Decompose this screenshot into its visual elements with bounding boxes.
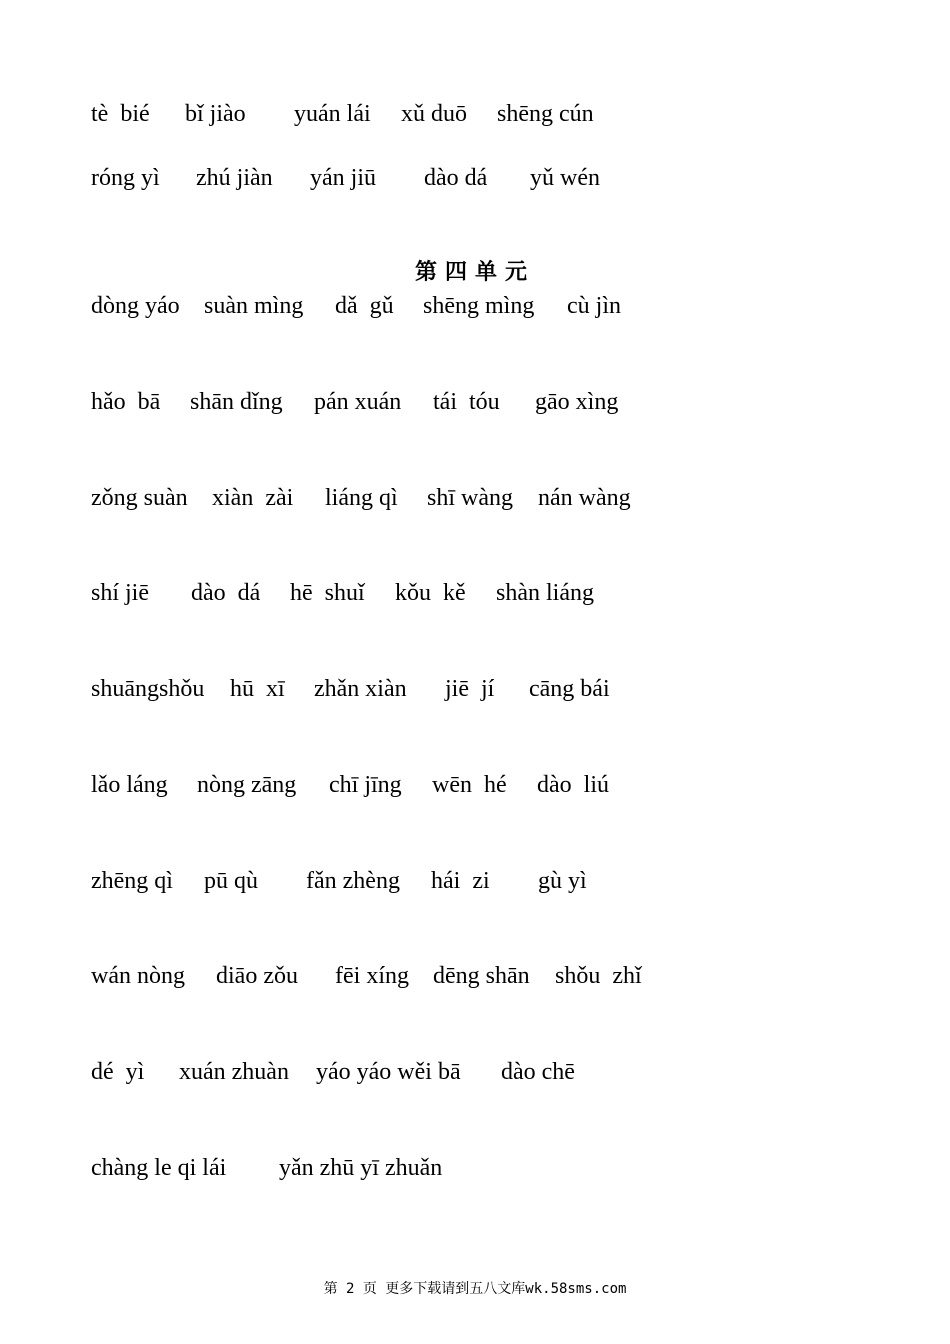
- pinyin-line-8: [0, 961, 950, 991]
- pinyin-word: dé yì: [91, 1059, 145, 1085]
- pinyin-word: cāng bái: [529, 676, 610, 702]
- pinyin-word: jiē jí: [445, 676, 495, 702]
- pinyin-word: tè bié: [91, 101, 150, 127]
- pinyin-word: diāo zǒu: [216, 963, 298, 989]
- pinyin-word: xuán zhuàn: [179, 1059, 289, 1085]
- pinyin-word: pán xuán: [314, 389, 402, 415]
- pinyin-word: zhú jiàn: [196, 165, 273, 191]
- pinyin-line-10: [0, 1153, 950, 1183]
- pinyin-word: gāo xìng: [535, 389, 619, 415]
- pinyin-word: nán wàng: [538, 485, 631, 511]
- pinyin-word: dào dá: [191, 580, 261, 606]
- pinyin-word: zǒng suàn: [91, 485, 188, 511]
- pinyin-line-6: [0, 770, 950, 800]
- pinyin-word: dào chē: [501, 1059, 575, 1085]
- pinyin-word: bǐ jiào: [185, 101, 246, 127]
- pinyin-word: suàn mìng: [204, 293, 304, 319]
- pinyin-word: róng yì: [91, 165, 160, 191]
- pinyin-word: shēng mìng: [423, 293, 535, 319]
- pinyin-word: dǎ gǔ: [335, 293, 394, 319]
- pinyin-word: gù yì: [538, 868, 587, 894]
- pinyin-word: shí jiē: [91, 580, 149, 606]
- pinyin-word: hái zi: [431, 868, 490, 894]
- pinyin-word: hǎo bā: [91, 389, 161, 415]
- pinyin-word: fǎn zhèng: [306, 868, 400, 894]
- pinyin-word: fēi xíng: [335, 963, 409, 989]
- pinyin-word: yǎn zhū yī zhuǎn: [279, 1155, 443, 1181]
- pinyin-word: wán nòng: [91, 963, 185, 989]
- pinyin-word: pū qù: [204, 868, 258, 894]
- pinyin-word: liáng qì: [325, 485, 398, 511]
- unit-heading: 第四单元: [414, 259, 535, 285]
- pinyin-word: yǔ wén: [530, 165, 600, 191]
- pinyin-word: yáo yáo wěi bā: [316, 1059, 461, 1085]
- page-footer: 第 2 页 更多下载请到五八文库wk.58sms.com: [323, 1281, 627, 1297]
- pinyin-word: xiàn zài: [212, 485, 294, 511]
- pinyin-line-3: [0, 483, 950, 513]
- pinyin-word: kǒu kě: [395, 580, 466, 606]
- pinyin-word: shǒu zhǐ: [555, 963, 642, 989]
- pinyin-line-9: [0, 1057, 950, 1087]
- pinyin-word: yán jiū: [310, 165, 376, 191]
- pinyin-word: xǔ duō: [401, 101, 467, 127]
- pinyin-word: tái tóu: [433, 389, 500, 415]
- pinyin-line-7: [0, 866, 950, 896]
- pinyin-word: shuāngshǒu: [91, 676, 205, 702]
- pinyin-word: zhēng qì: [91, 868, 173, 894]
- pinyin-word: shī wàng: [427, 485, 513, 511]
- pinyin-word: dòng yáo: [91, 293, 180, 319]
- pinyin-word: dào liú: [537, 772, 609, 798]
- pinyin-line-top-1: [0, 99, 950, 129]
- pinyin-word: lǎo láng: [91, 772, 168, 798]
- pinyin-line-5: [0, 674, 950, 704]
- pinyin-word: cù jìn: [567, 293, 621, 319]
- pinyin-line-2: [0, 387, 950, 417]
- pinyin-word: yuán lái: [294, 101, 371, 127]
- pinyin-word: chī jīng: [329, 772, 402, 798]
- pinyin-word: hē shuǐ: [290, 580, 365, 606]
- pinyin-word: shàn liáng: [496, 580, 594, 606]
- pinyin-word: shān dǐng: [190, 389, 283, 415]
- pinyin-word: hū xī: [230, 676, 285, 702]
- pinyin-word: nòng zāng: [197, 772, 297, 798]
- pinyin-word: dào dá: [424, 165, 488, 191]
- pinyin-word: dēng shān: [433, 963, 530, 989]
- pinyin-word: chàng le qi lái: [91, 1155, 227, 1181]
- pinyin-line-1: [0, 291, 950, 321]
- pinyin-word: wēn hé: [432, 772, 507, 798]
- pinyin-line-top-2: [0, 163, 950, 193]
- pinyin-line-4: [0, 578, 950, 608]
- pinyin-word: zhǎn xiàn: [314, 676, 407, 702]
- pinyin-word: shēng cún: [497, 101, 594, 127]
